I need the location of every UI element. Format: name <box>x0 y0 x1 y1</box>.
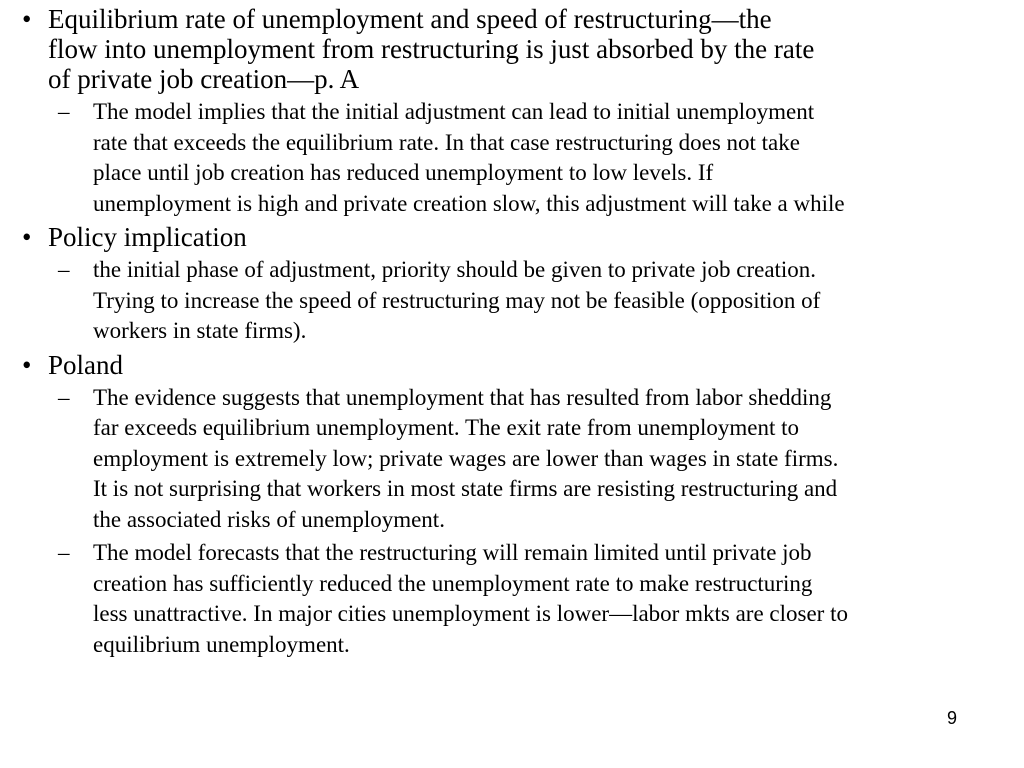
bullet-marker: • <box>22 4 32 34</box>
sub-bullet-text <box>93 255 1022 347</box>
bullet-text <box>48 4 1022 94</box>
sub-bullet-line: The model forecasts that the restructuring will remain limited until private job <box>93 540 812 565</box>
slide-content <box>22 4 1022 660</box>
sub-bullet-marker: – <box>58 540 70 565</box>
bullet-marker: • <box>22 222 32 252</box>
sub-bullet-line: employment is extremely low; private wages are lower than wages in state firms. <box>93 445 839 471</box>
sub-bullet-marker: – <box>58 257 70 282</box>
sub-bullet-marker: – <box>58 99 70 124</box>
sub-bullet-initial-phase <box>58 255 1022 347</box>
bullet-line: Policy implication <box>48 222 247 252</box>
bullet-poland <box>22 350 1022 380</box>
sub-bullet-line: It is not surprising that workers in most state firms are resisting restructuring and <box>93 476 838 501</box>
sub-bullet-line: The evidence suggests that unemployment that has resulted from labor shedding <box>93 384 832 410</box>
bullet-line: flow into unemployment from restructuring is just absorbed by the rate <box>48 34 815 64</box>
sub-bullet-line: far exceeds equilibrium unemployment. The exit rate from unemployment to <box>93 415 799 440</box>
sub-bullet-line: unemployment is high and private creation slow, this adjustment will take a while <box>93 190 845 216</box>
bullet-text <box>48 222 1022 252</box>
sub-bullet-line: The model implies that the initial adjustment can lead to initial unemployment <box>93 99 815 124</box>
sub-bullet-model-implies <box>58 97 1022 219</box>
sub-bullet-evidence <box>58 383 1022 536</box>
sub-bullet-text <box>93 383 1022 536</box>
sub-bullet-text <box>93 97 1022 219</box>
sub-bullet-line: equilibrium unemployment. <box>93 631 350 657</box>
sub-bullet-line: Trying to increase the speed of restructuring may not be feasible (opposition of <box>93 287 821 313</box>
sub-bullet-text <box>93 538 1022 660</box>
page-number: 9 <box>947 708 958 728</box>
sub-bullet-line: creation has sufficiently reduced the unemployment rate to make restructuring <box>93 570 813 596</box>
bullet-line: Poland <box>48 349 124 380</box>
sub-bullet-line: place until job creation has reduced unemployment to low levels. If <box>93 160 714 185</box>
bullet-equilibrium-rate <box>22 4 1022 94</box>
bullet-line: Equilibrium rate of unemployment and speed of restructuring—the <box>48 4 772 34</box>
sub-bullet-line: the initial phase of adjustment, priority should be given to private job creation. <box>93 257 817 282</box>
bullet-policy-implication <box>22 222 1022 252</box>
sub-bullet-line: the associated risks of unemployment. <box>93 506 445 532</box>
sub-bullet-line: rate that exceeds the equilibrium rate. In that case restructuring does not take <box>93 129 800 155</box>
sub-bullet-marker: – <box>58 384 70 410</box>
bullet-marker: • <box>22 349 32 380</box>
bullet-text <box>48 350 1022 380</box>
sub-bullet-line: workers in state firms). <box>93 318 307 343</box>
sub-bullet-line: less unattractive. In major cities unemployment is lower—labor mkts are closer to <box>93 601 848 626</box>
sub-bullet-model-forecasts <box>58 538 1022 660</box>
bullet-line: of private job creation—p. A <box>48 64 360 94</box>
